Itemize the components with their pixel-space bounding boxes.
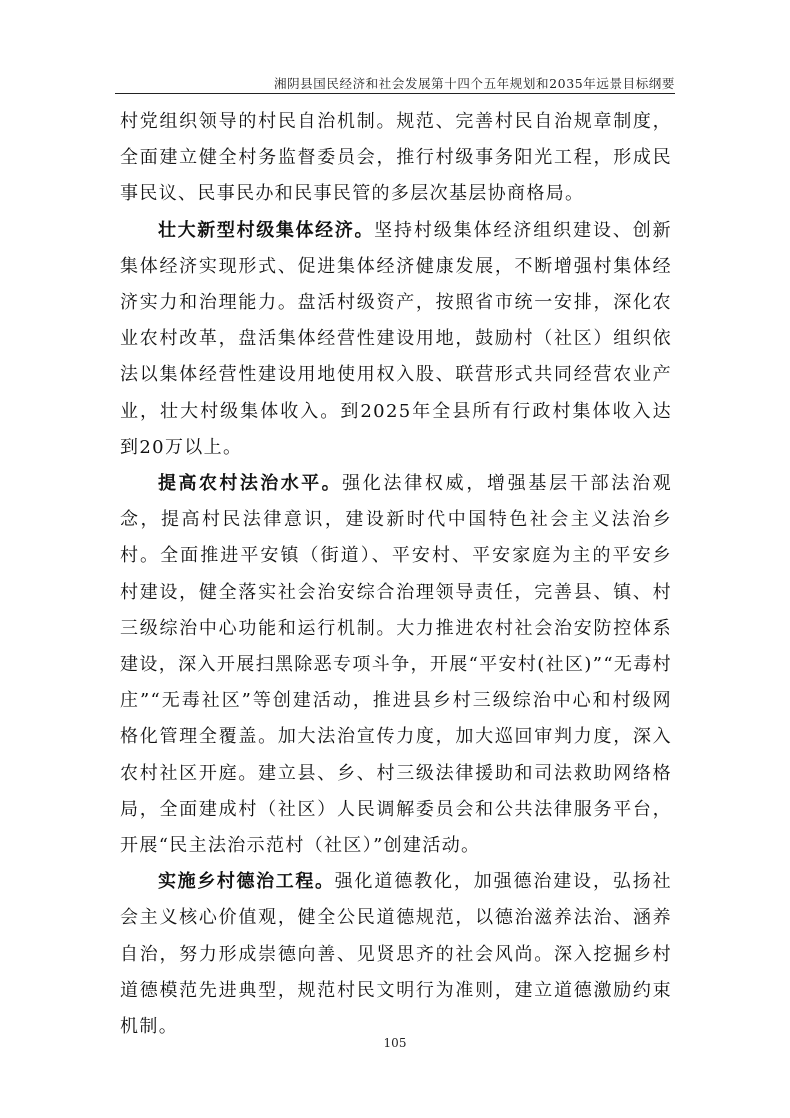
header-rule [115, 93, 675, 94]
paragraph-continuation [120, 104, 672, 213]
page-number: 105 [383, 1036, 407, 1050]
paragraph-text: 强化道德教化，加强德治建设，弘扬社会主义核心价值观，健全公民道德规范，以德治滋养法治、涵养自治，努力形成崇德向善、见贤思齐的社会风尚。深入挖掘乡村道德模范先进典型，规范村民文明行为准则，建立道德激励约束机制。 [120, 871, 672, 1038]
paragraph-text: 村党组织领导的村民自治机制。规范、完善村民自治规章制度，全面建立健全村务监督委员会，推行村级事务阳光工程，形成民事民议、民事民办和民事民管的多层次基层协商格局。 [120, 111, 672, 205]
paragraph-rule-of-law [120, 466, 672, 864]
paragraph-heading: 提高农村法治水平。 [158, 473, 343, 495]
paragraph-text: 强化法律权威，增强基层干部法治观念，提高村民法律意识，建设新时代中国特色社会主义法治乡村。全面推进平安镇（街道）、平安村、平安家庭为主的平安乡村建设，健全落实社会治安综合治理领导责任，完善县、镇、村三级综治中心功能和运行机制。大力推进农村社会治安防控体系建设，深入开展扫黑除恶专项斗争，开展“平安村(社区)”“无毒村庄”“无毒社区”等创建活动，推进县乡村三级综治中心和村级网格化管理全覆盖。加大法治宣传力度，加大巡回审判力度，深入农村社区开庭。建立县、乡、村三级法律援助和司法救助网络格局，全面建成村（社区）人民调解委员会和公共法律服务平台，开展“民主法治示范村（社区）”创建活动。 [120, 473, 672, 857]
paragraph-heading: 实施乡村德治工程。 [158, 871, 335, 893]
paragraph-moral-governance [120, 864, 672, 1045]
body-text [120, 104, 672, 1045]
running-header: 湘阴县国民经济和社会发展第十四个五年规划和2035年远景目标纲要 [273, 76, 675, 91]
paragraph-collective-economy [120, 213, 672, 466]
paragraph-heading: 壮大新型村级集体经济。 [158, 219, 375, 241]
paragraph-text: 坚持村级集体经济组织建设、创新集体经济实现形式、促进集体经济健康发展，不断增强村集体经济实力和治理能力。盘活村级资产，按照省市统一安排，深化农业农村改革，盘活集体经营性建设用地，鼓励村（社区）组织依法以集体经营性建设用地使用权入股、联营形式共同经营农业产业，壮大村级集体收入。到2025年全县所有行政村集体收入达到20万以上。 [120, 219, 672, 458]
